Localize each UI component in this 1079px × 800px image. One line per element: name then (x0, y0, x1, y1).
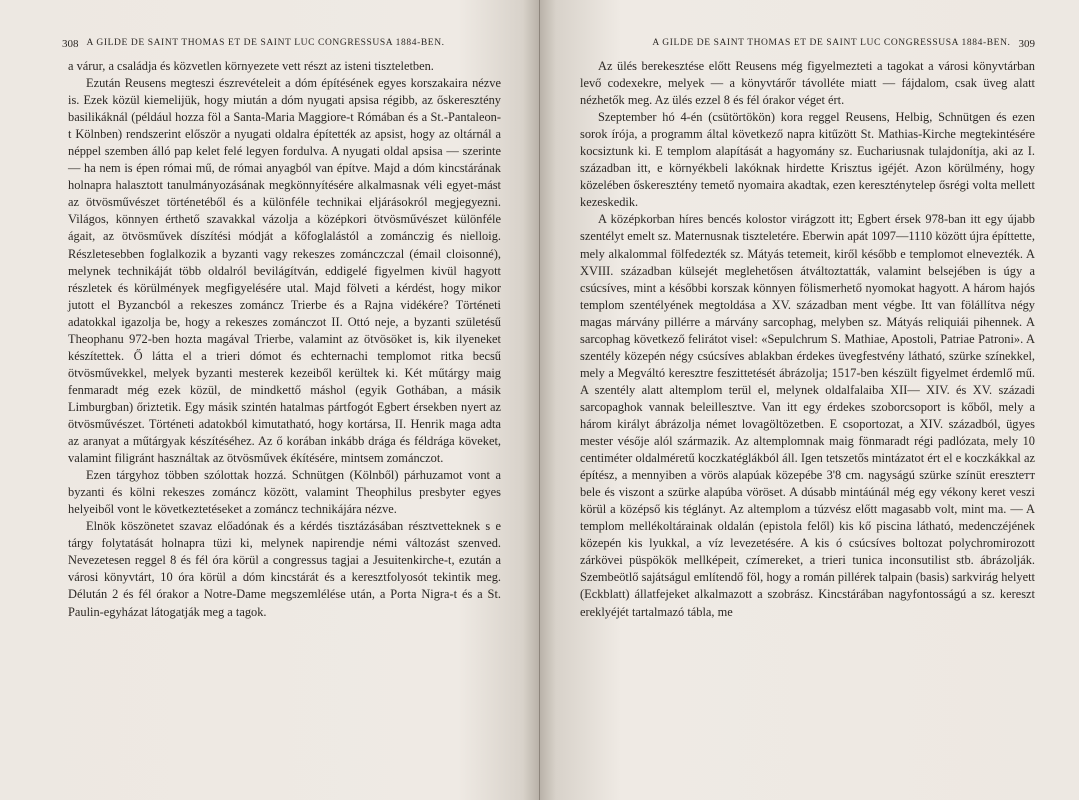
left-running-header (62, 38, 499, 50)
right-page-number: 309 (1018, 38, 1035, 50)
right-paragraph-2: Szeptember hó 4-én (csütörtökön) kora reggel Reusens, Helbig, Schnütgen és ezen sorok írója, a programm által következő napra kitűzött St. Mathias-Kirche megtekintésére kocsiztunk ki. E templom alapítását a hagyomány sz. Euchariusnak tulajdonítja, aki az I. században itt, e környékbeli lakóknak hirdette Krisztus igéjét. Azon körülmény, hogy közelében őskeresztény temető nyomaira akadtak, ezen keresztényteleр ősrégi volta mellett kezeskedik. (580, 110, 1035, 210)
right-page-body (580, 58, 1035, 621)
left-page-number: 308 (62, 38, 79, 50)
right-running-header (580, 38, 1035, 50)
right-paragraph-3: A középkorban híres bencés kolostor virágzott itt; Egbert érsek 978-ban itt egy újabb szentélyt emelt sz. Maternusnak tiszteletére. Eberwin apát 1097—1110 között újra építtette, mely alkalommal fölfedezték sz. Mátyás tetemeit, kiről később e templomot elnevezték. A XVIII. században külsejét meglehetősen átváltoztatták, valamint belsejében is úgy a csúcsíves, mint a későbbi korszak könnyen fölismerhető nyomokat hagyott. A három hajós templom szentélyének megtoldása a XV. században ment végbe. Itt van fölállítva négy magas márvány pillérre a márvány sarcophag, melyben sz. Mátyás reliquiái pihennek. A sarcophag következő felirátot visel: «Sepulchrum S. Mathiae, Apostoli, Patriae Patroni». A szentély közepén négy csúcsíves ablakban érdekes üvegfestvény látható, szürke színekkel, mely a Megváltó keresztre feszittetését ábrázolja; 1517-ben készült figyelmet érdemlő mű. A szentély alatt altemplom terül el, melynek oldalfalaiba XII— XIV. és XV. századi sarcopaghok vannak beleillesztve. Van itt egy érdekes szoborcsoport is kőből, mely a három királyt ábrázolja német lovagöltözetben. E csoportozat, a XIV. századból, ügyes mester vésője alól származik. Az altemplomnak maig fönmaradt régi padlózata, mely 10 centiméter oldalméretű koczkatéglákból áll. Igen tetszetős mintázatot ért el e koczkákkal az építész, a mennyiben a vörös alapúak közepébe 3'8 cm. nagyságú szürke színüt ereszteтт bele és viszont a szürke alapúba vöröset. A dúsabb mintáúnál még egy vékony keret veszi körül a középső kis téglányt. Az altemplom a túzvész előtt magasabb volt, mint ma. — A templom mellékoltárainak oldalán (epistola felől) kis kő piscina látható, medenczéjének közepén kis lyukkal, a víz levezetésére. A kis ó csúcsíves boltozat polychromirozott zárkövei püspökök mellképeit, czímereket, a trieri tunica inconsutilist stb. ábrázolják. Szembeötlő sajátságul említendő föl, hogy a román pillérek talpain (basis) sarkvirág helyett (Eckblatt) állatfejeket alkalmazott a szobrász. Kincstárában nagyfontosságú a sz. kereszt ereklyéjét tartalmazó tábla, me (580, 212, 1035, 619)
right-page (540, 0, 1079, 800)
left-paragraph-1: a várur, a családja és közvetlen környezete vett részt az isteni tiszteletben. (68, 59, 434, 73)
left-paragraph-3: Ezen tárgyhoz többen szólottak hozzá. Schnütgen (Kölnből) párhuzamot vont a byzanti és kölni rekeszes zománcz között, valamint Theophilus presbyter egyes helyeiből vont le következtetéseket a zománcz technikájára nézve. (68, 468, 501, 517)
left-paragraph-4: Elnök köszönetet szavaz előadónak és a kérdés tisztázásában résztvetteknek s e tárgy folytatását holnapra tüzi ki, melynek napirendje némi változást szenved. Nevezetesen reggel 8 és fél óra körül a congressus tagjai a Jesuitenkirche-t, ezután a városi könyvtárt, 10 óra körül a dóm kincstárát és a keresztfolyosót tekintik meg. Délután 2 és fél órakor a Notre-Dame megszemlélése után, a Porta Nigra-t és a St. Paulin-egyházat látogatják meg a tagok. (68, 519, 501, 619)
left-page-body (68, 58, 501, 621)
right-running-head-title: A GILDE DE SAINT THOMAS ET DE SAINT LUC CONGRESSUSA 1884-BEN. (652, 38, 1011, 48)
left-page (0, 0, 539, 800)
left-paragraph-2: Ezután Reusens megteszi észrevételeit a dóm építésének egyes korszakaira nézve is. Ezek közül kiemelijük, hogy miután a dóm nyugati apsisa régibb, az őskeresztény basilikáknál (például hozza föl a Santa-Maria Maggiore-t Rómában és a St.-Pantaleon-t Kölnben) rendszerint először a nyugati oldalra építették az apsist, hogy az oltárnál a néppel szemben álló pap kelet felé legyen fordulva. A nyugati oldal apsisa — szerinte — ha nem is épen római mű, de római anyagból van építve. Majd a dóm kincstárának holnapra halasztott tanulmányozásának megkönnyítésére alkalmasnak véli egyet-mást az ötvösművészet történetéből és a különféle technikai eljárásokról megjegyezni. Világos, könnyen érthető szavakkal vázolja a középkori ötvösművészet különféle ágait, az ötvösművek díszítési módját a kőfoglalástól a zománczig és nielloig. Részletesebben foglalkozik a byzanti vagy rekeszes zománczczal (émail cloisonné), melynek technikáját több oldalról bevilágítván, eddigelé figyelmen kivül hagyott részletek és körülmények megfigyelésére utal. Majd fölveti a kérdést, hogy mikor jutott el Byzancból a rekeszes zománcz Trierbe és a Rajna vidékére? Történeti adatokkal igazolja be, hogy a rekeszes zománczot II. Ottó neje, a byzanti születésű Theophanu 972-ben hozta magával Trierbe, valamint az ötvösöket is, kik ilyeneket készítettek. Ő látta el a trieri dómot és echternachi templomot ritka becsű ötvösművekkel, melyek byzanti mesterek kezeiből kerültek ki. Két műtárgy maig fenmaradt még ezek közül, de mindkettő máshol (egyik Gothában, a másik Limburgban) őriztetik. Egy másik szintén hatalmas pártfogót Egbert érsekben nyert az ötvösművészet. Történeti adatokból kimutatható, hogy kortársa, II. Henrik maga adta az aranyat a műtárgyak készítéséhez. Az ő korában inkább drága és féldrága köveket, valamint filigránt használtak az ötvösművek ékítésére, mintsem zománczot. (68, 76, 501, 466)
right-paragraph-1: Az ülés berekesztése előtt Reusens még figyelmezteti a tagokat a városi könyvtárban levő codexekre, melyek — a könyvtárőr távolléte miatt — fájdalom, csak üveg alatt nézhetők meg. Az ülés ezzel 8 és fél órakor véget ért. (580, 59, 1035, 108)
left-running-head-title: A GILDE DE SAINT THOMAS ET DE SAINT LUC CONGRESSUSA 1884-BEN. (86, 38, 445, 48)
